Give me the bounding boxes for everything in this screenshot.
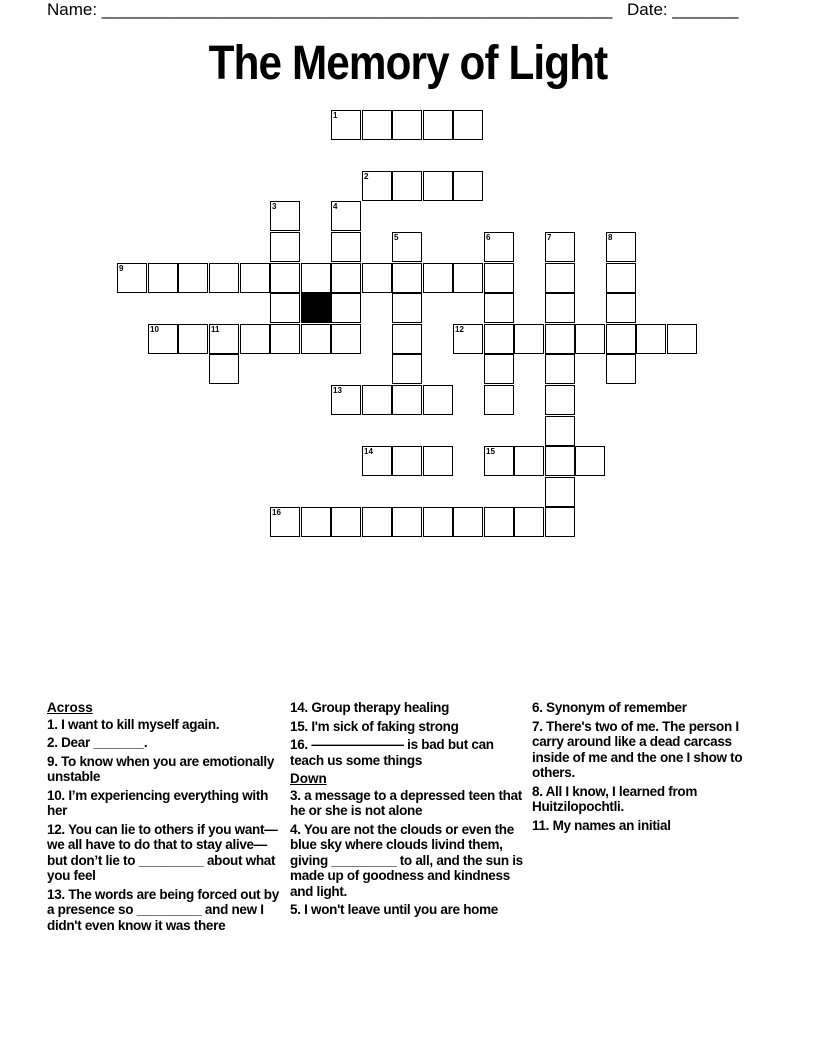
- grid-cell[interactable]: [301, 263, 331, 293]
- grid-cell[interactable]: [575, 324, 605, 354]
- grid-cell[interactable]: [209, 324, 239, 354]
- grid-cell[interactable]: [301, 324, 331, 354]
- grid-cell[interactable]: [545, 416, 575, 446]
- grid-cell[interactable]: [178, 324, 208, 354]
- grid-cell[interactable]: [545, 293, 575, 323]
- grid-cell[interactable]: [331, 232, 361, 262]
- grid-cell[interactable]: [453, 263, 483, 293]
- grid-cell[interactable]: [484, 354, 514, 384]
- grid-cell[interactable]: [148, 263, 178, 293]
- grid-cell[interactable]: [240, 324, 270, 354]
- clue-item: 3. a message to a depressed teen that he or she is not alone: [290, 787, 522, 818]
- grid-cell[interactable]: [514, 324, 544, 354]
- grid-cell[interactable]: [453, 171, 483, 201]
- clue-number: 1: [333, 111, 338, 120]
- grid-cell[interactable]: [545, 354, 575, 384]
- grid-cell[interactable]: [301, 507, 331, 537]
- grid-cell[interactable]: [362, 507, 392, 537]
- grid-cell[interactable]: [392, 263, 422, 293]
- grid-cell[interactable]: [545, 446, 575, 476]
- name-field[interactable]: Name: ______________________________________________________: [47, 0, 613, 19]
- grid-cell[interactable]: [484, 232, 514, 262]
- grid-cell[interactable]: [545, 263, 575, 293]
- down-clue-list-continued: [532, 700, 767, 833]
- clue-number: 5: [394, 233, 399, 242]
- grid-cell[interactable]: [392, 110, 422, 140]
- clue-item: 6. Synonym of remember: [532, 700, 687, 715]
- clue-item: 11. My names an initial: [532, 817, 671, 833]
- clue-item: 7. There's two of me. The person I carry around like a dead carcass inside of me and the one I show to others.: [532, 718, 743, 780]
- clue-number: 15: [486, 447, 495, 456]
- grid-cell[interactable]: [362, 263, 392, 293]
- clue-number: 12: [455, 325, 464, 334]
- clue-number: 9: [119, 264, 124, 273]
- grid-cell[interactable]: [423, 507, 453, 537]
- grid-cell[interactable]: [331, 507, 361, 537]
- grid-cell[interactable]: [453, 324, 483, 354]
- grid-cell[interactable]: [484, 293, 514, 323]
- grid-cell[interactable]: [270, 507, 300, 537]
- grid-cell[interactable]: [331, 324, 361, 354]
- grid-cell[interactable]: [362, 446, 392, 476]
- grid-cell[interactable]: [423, 446, 453, 476]
- clue-item: 10. I’m experiencing everything with her: [47, 787, 269, 818]
- grid-cell[interactable]: [667, 324, 697, 354]
- grid-cell[interactable]: [545, 232, 575, 262]
- clue-item: 9. To know when you are emotionally unstable: [47, 753, 275, 784]
- grid-cell[interactable]: [362, 110, 392, 140]
- clue-item: 5. I won't leave until you are home: [290, 902, 499, 917]
- grid-cell[interactable]: [209, 354, 239, 384]
- clue-number: 6: [486, 233, 491, 242]
- grid-cell[interactable]: [331, 263, 361, 293]
- grid-cell[interactable]: [270, 263, 300, 293]
- grid-cell[interactable]: [606, 293, 636, 323]
- date-field[interactable]: Date: _______: [627, 0, 739, 19]
- grid-cell[interactable]: [423, 171, 453, 201]
- clue-item: 14. Group therapy healing: [290, 700, 450, 715]
- grid-cell[interactable]: [148, 324, 178, 354]
- grid-cell[interactable]: [484, 446, 514, 476]
- clues-column-2: [290, 700, 525, 921]
- grid-cell[interactable]: [514, 446, 544, 476]
- clue-number: 13: [333, 386, 342, 395]
- grid-cell[interactable]: [392, 446, 422, 476]
- clue-number: 4: [333, 202, 338, 211]
- clue-item: 2. Dear _______.: [47, 735, 148, 750]
- grid-cell[interactable]: [392, 507, 422, 537]
- grid-cell[interactable]: [392, 232, 422, 262]
- grid-cell[interactable]: [423, 385, 453, 415]
- grid-cell[interactable]: [392, 171, 422, 201]
- grid-cell[interactable]: [331, 385, 361, 415]
- grid-cell[interactable]: [514, 507, 544, 537]
- grid-cell[interactable]: [545, 477, 575, 507]
- across-clue-list-continued: [290, 700, 525, 768]
- grid-cell[interactable]: [545, 385, 575, 415]
- clue-item: 13. The words are being forced out by a presence so _________ and new I didn't even know it was there: [47, 886, 279, 933]
- grid-cell[interactable]: [270, 324, 300, 354]
- grid-cell[interactable]: [636, 324, 666, 354]
- clues-column-3: [532, 700, 767, 836]
- grid-cell[interactable]: [240, 263, 270, 293]
- clue-number: 3: [272, 202, 277, 211]
- grid-cell[interactable]: [453, 507, 483, 537]
- grid-cell[interactable]: [545, 324, 575, 354]
- grid-cell[interactable]: [392, 385, 422, 415]
- clue-number: 11: [211, 325, 220, 334]
- clue-item: 8. All I know, I learned from Huitzilopochtli.: [532, 783, 698, 814]
- grid-cell[interactable]: [392, 293, 422, 323]
- clues-column-1: [47, 700, 282, 936]
- grid-cell[interactable]: [575, 446, 605, 476]
- grid-cell[interactable]: [606, 354, 636, 384]
- grid-cell[interactable]: [209, 263, 239, 293]
- grid-cell[interactable]: [117, 263, 147, 293]
- down-heading: Down: [290, 771, 327, 786]
- clue-number: 16: [272, 508, 281, 517]
- clue-number: 10: [150, 325, 159, 334]
- grid-cell[interactable]: [270, 201, 300, 231]
- grid-cell[interactable]: [484, 385, 514, 415]
- across-clue-list: [47, 717, 282, 934]
- grid-cell[interactable]: [606, 263, 636, 293]
- clue-number: 8: [608, 233, 613, 242]
- grid-cell[interactable]: [606, 232, 636, 262]
- clue-item: 16. ——————— is bad but can teach us some things: [290, 737, 494, 768]
- grid-cell[interactable]: [178, 263, 208, 293]
- clue-number: 7: [547, 233, 552, 242]
- grid-cell[interactable]: [331, 110, 361, 140]
- clue-item: 4. You are not the clouds or even the blue sky where clouds livind them, giving _________ to all, and the sun is made up of goodness and kindness and light.: [290, 821, 523, 899]
- across-heading: Across: [47, 700, 93, 715]
- grid-cell[interactable]: [606, 324, 636, 354]
- grid-block: [301, 293, 331, 323]
- grid-cell[interactable]: [270, 232, 300, 262]
- grid-cell[interactable]: [362, 171, 392, 201]
- grid-cell[interactable]: [423, 110, 453, 140]
- grid-cell[interactable]: [392, 324, 422, 354]
- clue-item: 15. I'm sick of faking strong: [290, 718, 459, 734]
- clue-number: 14: [364, 447, 373, 456]
- clue-number: 2: [364, 172, 369, 181]
- grid-cell[interactable]: [484, 263, 514, 293]
- grid-cell[interactable]: [331, 293, 361, 323]
- grid-cell[interactable]: [453, 110, 483, 140]
- clue-item: 12. You can lie to others if you want—we all have to do that to stay alive—but don’t lie to _________ about what you feel: [47, 821, 278, 883]
- grid-cell[interactable]: [270, 293, 300, 323]
- grid-cell[interactable]: [545, 507, 575, 537]
- grid-cell[interactable]: [362, 385, 392, 415]
- grid-cell[interactable]: [331, 201, 361, 231]
- page-title: The Memory of Light: [208, 37, 608, 90]
- grid-cell[interactable]: [392, 354, 422, 384]
- clue-item: 1. I want to kill myself again.: [47, 716, 220, 732]
- down-clue-list: [290, 788, 525, 918]
- grid-cell[interactable]: [423, 263, 453, 293]
- grid-cell[interactable]: [484, 324, 514, 354]
- grid-cell[interactable]: [484, 507, 514, 537]
